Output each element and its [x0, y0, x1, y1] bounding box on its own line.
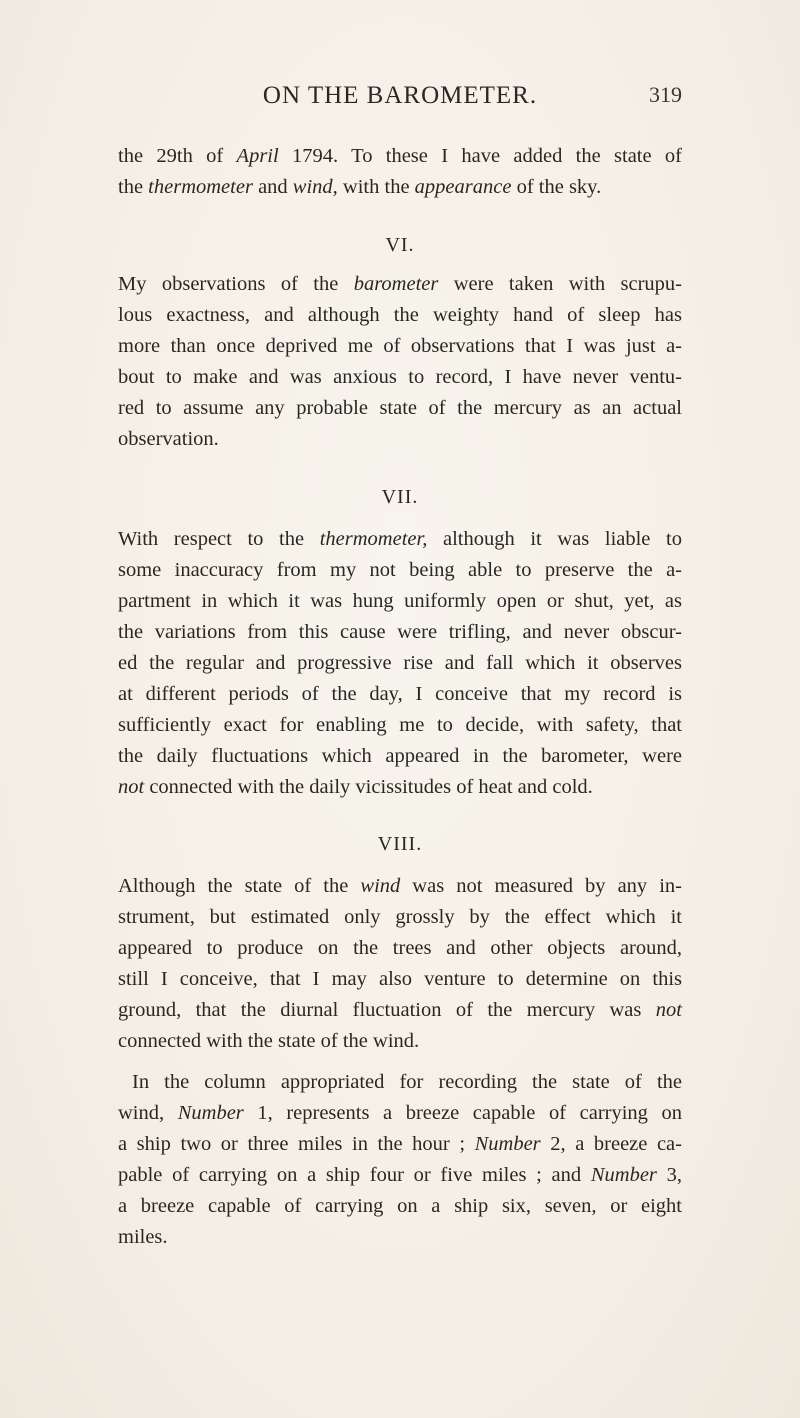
text-line: some inaccuracy from my not being able to preserve the a- [118, 559, 682, 581]
text-line: partment in which it was hung uniformly open or shut, yet, as [118, 590, 682, 612]
text-line: miles. [118, 1226, 168, 1248]
text-line: wind, Number 1, represents a breeze capable of carrying on [118, 1102, 683, 1124]
text-line: still I conceive, that I may also venture to determine on this [118, 968, 682, 990]
running-title: ON THE BAROMETER. [262, 82, 538, 109]
section-vi-paragraph [118, 269, 682, 455]
text-line: appeared to produce on the trees and other objects around, [118, 937, 682, 959]
text-line: bout to make and was anxious to record, I have never ventu- [118, 366, 682, 388]
text-line: at different periods of the day, I conceive that my record is [118, 683, 682, 705]
text-line: a breeze capable of carrying on a ship six, seven, or eight [118, 1195, 682, 1217]
text-line: In the column appropriated for recording the state of the [132, 1071, 682, 1093]
text-line: lous exactness, and although the weighty hand of sleep has [118, 304, 682, 326]
text-line: With respect to the thermometer, although it was liable to [118, 528, 682, 550]
text-line: a ship two or three miles in the hour ; Number 2, a breeze ca- [118, 1133, 682, 1155]
text-line: ground, that the diurnal fluctuation of the mercury was not [118, 999, 682, 1021]
intro-paragraph [118, 141, 682, 203]
text-line: the 29th of April 1794. To these I have added the state of [118, 145, 682, 167]
section-vii-paragraph [118, 524, 682, 803]
text-line: the daily fluctuations which appeared in the barometer, were [118, 745, 682, 767]
text-line: red to assume any probable state of the mercury as an actual [118, 397, 682, 419]
text-line: connected with the state of the wind. [118, 1030, 420, 1052]
text-line: observation. [118, 428, 219, 450]
text-line: more than once deprived me of observations that I was just a- [118, 335, 682, 357]
page-number: 319 [649, 82, 682, 107]
text-line: pable of carrying on a ship four or five miles ; and Number 3, [118, 1164, 682, 1186]
text-line: not connected with the daily vicissitudes of heat and cold. [118, 776, 593, 798]
section-viii-paragraph [118, 871, 682, 1057]
section-heading-vi: VI. [385, 234, 415, 256]
text-line: the thermometer and wind, with the appearance of the sky. [118, 176, 602, 198]
section-heading-vii: VII. [381, 486, 419, 508]
section-heading-viii: VIII. [377, 833, 423, 855]
text-line: the variations from this cause were trifling, and never obscur- [118, 621, 682, 643]
text-line: My observations of the barometer were taken with scrupu- [118, 273, 682, 295]
text-line: strument, but estimated only grossly by the effect which it [118, 906, 682, 928]
text-line: Although the state of the wind was not measured by any in- [118, 875, 682, 897]
wind-scale-paragraph [118, 1067, 682, 1253]
text-line: ed the regular and progressive rise and fall which it observes [118, 652, 682, 674]
text-line: sufficiently exact for enabling me to decide, with safety, that [118, 714, 682, 736]
